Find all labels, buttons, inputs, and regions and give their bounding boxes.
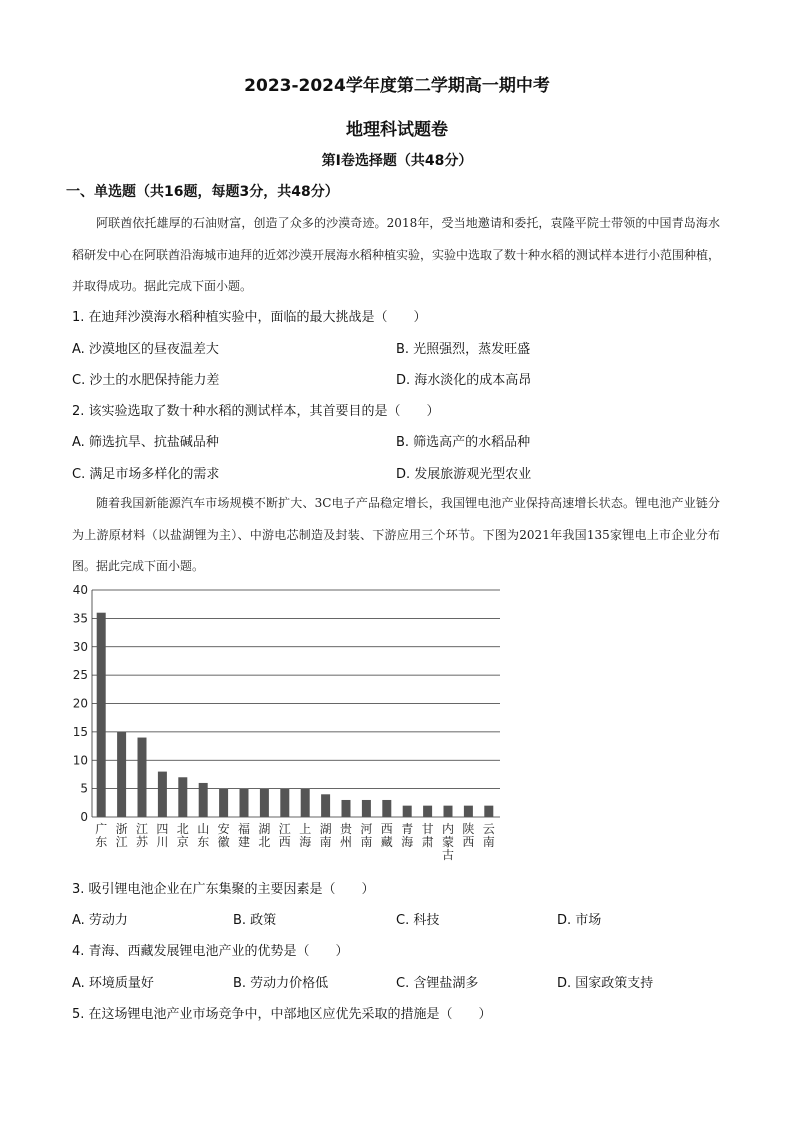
bar-甘肃 <box>423 806 432 817</box>
x-tick-label: 青海 <box>401 822 414 849</box>
y-tick-label: 15 <box>72 724 88 739</box>
x-tick-label: 陕西 <box>462 822 475 849</box>
bar-西藏 <box>382 800 391 817</box>
x-tick-label: 河南 <box>360 822 373 849</box>
question-3-option-b[interactable]: B. 政策 <box>233 913 277 928</box>
x-tick-label: 江西 <box>278 822 291 849</box>
x-tick-label: 内蒙古 <box>441 822 455 862</box>
question-3-option-a[interactable]: A. 劳动力 <box>72 913 128 928</box>
lithium-enterprise-bar-chart <box>60 578 510 868</box>
bar-云南 <box>484 806 493 817</box>
bar-湖北 <box>260 789 269 817</box>
y-tick-label: 10 <box>72 753 88 768</box>
bar-湖南 <box>321 794 330 817</box>
y-tick-label: 20 <box>72 696 88 711</box>
question-2-option-b[interactable]: B. 筛选高产的水稻品种 <box>396 435 531 450</box>
y-tick-label: 40 <box>72 583 88 597</box>
x-tick-label: 四川 <box>156 822 169 849</box>
y-tick-label: 30 <box>72 639 88 654</box>
question-1-option-c[interactable]: C. 沙土的水肥保持能力差 <box>72 373 220 388</box>
y-tick-label: 5 <box>80 781 88 796</box>
x-tick-label: 北京 <box>176 822 189 849</box>
bar-青海 <box>403 806 412 817</box>
section-heading: 一、单选题（共16题，每题3分，共48分） <box>66 184 339 200</box>
question-2-option-a[interactable]: A. 筛选抗旱、抗盐碱品种 <box>72 435 219 450</box>
question-2-option-d[interactable]: D. 发展旅游观光型农业 <box>396 467 532 482</box>
bar-福建 <box>240 789 249 817</box>
bar-山东 <box>199 783 208 817</box>
x-tick-label: 湖北 <box>258 822 271 849</box>
question-3-option-c[interactable]: C. 科技 <box>396 913 440 928</box>
x-tick-label: 广东 <box>95 822 108 849</box>
bar-上海 <box>301 789 310 817</box>
x-tick-label: 浙江 <box>115 822 128 849</box>
question-4-option-d[interactable]: D. 国家政策支持 <box>557 976 654 991</box>
x-tick-label: 湖南 <box>319 822 332 849</box>
question-3-option-d[interactable]: D. 市场 <box>557 913 602 928</box>
bar-陕西 <box>464 806 473 817</box>
bar-江西 <box>280 789 289 817</box>
bar-四川 <box>158 772 167 817</box>
y-tick-label: 35 <box>72 611 88 626</box>
question-4-option-b[interactable]: B. 劳动力价格低 <box>233 976 329 991</box>
bar-江苏 <box>138 738 147 817</box>
passage-2: 随着我国新能源汽车市场规模不断扩大、3C电子产品稳定增长，我国锂电池产业保持高速增长状态。锂电池产业链分为上游原材料（以盐湖锂为主）、中游电芯制造及封装、下游应用三个环节。下图为2021年我国135家锂电上市企业分布图。据此完成下面小题。 <box>72 496 720 573</box>
exam-subject-title: 地理科试题卷 <box>346 120 448 140</box>
question-4-stem: 4. 青海、西藏发展锂电池产业的优势是（ ） <box>72 944 349 959</box>
y-tick-label: 0 <box>80 810 88 824</box>
x-tick-label: 云南 <box>482 822 495 849</box>
bar-广东 <box>97 613 106 817</box>
part-title: 第Ⅰ卷选择题（共48分） <box>321 153 473 169</box>
bar-河南 <box>362 800 371 817</box>
x-tick-label: 山东 <box>197 822 210 849</box>
passage-1: 阿联酋依托雄厚的石油财富，创造了众多的沙漠奇迹。2018年，受当地邀请和委托，袁隆平院士带领的中国青岛海水稻研发中心在阿联酋沿海城市迪拜的近郊沙漠开展海水稻种植实验，实验中选取了数十种水稻的测试样本进行小范围种植，并取得成功。据此完成下面小题。 <box>72 216 721 293</box>
x-tick-label: 贵州 <box>339 822 353 849</box>
question-2-option-c[interactable]: C. 满足市场多样化的需求 <box>72 467 220 482</box>
bar-浙江 <box>117 732 126 817</box>
question-1-option-b[interactable]: B. 光照强烈，蒸发旺盛 <box>396 342 531 357</box>
exam-title: 2023-2024学年度第二学期高一期中考 <box>244 76 550 96</box>
y-tick-label: 25 <box>72 668 88 683</box>
bar-北京 <box>178 777 187 817</box>
question-1-stem: 1. 在迪拜沙漠海水稻种植实验中，面临的最大挑战是（ ） <box>72 310 427 325</box>
x-tick-label: 西藏 <box>380 822 393 849</box>
x-tick-label: 福建 <box>237 822 251 849</box>
x-tick-label: 上海 <box>299 822 312 849</box>
bar-安徽 <box>219 789 228 817</box>
x-tick-label: 江苏 <box>135 822 149 849</box>
question-2-stem: 2. 该实验选取了数十种水稻的测试样本，其首要目的是（ ） <box>72 404 440 419</box>
question-1-option-d[interactable]: D. 海水淡化的成本高昂 <box>396 373 532 388</box>
question-3-stem: 3. 吸引锂电池企业在广东集聚的主要因素是（ ） <box>72 882 375 897</box>
question-5-stem: 5. 在这场锂电池产业市场竞争中，中部地区应优先采取的措施是（ ） <box>72 1007 492 1022</box>
question-4-option-a[interactable]: A. 环境质量好 <box>72 976 154 991</box>
question-1-option-a[interactable]: A. 沙漠地区的昼夜温差大 <box>72 342 219 357</box>
bar-贵州 <box>342 800 351 817</box>
question-4-option-c[interactable]: C. 含锂盐湖多 <box>396 976 479 991</box>
bar-内蒙古 <box>444 806 453 817</box>
x-tick-label: 安徽 <box>217 822 230 849</box>
x-tick-label: 甘肃 <box>421 822 434 849</box>
